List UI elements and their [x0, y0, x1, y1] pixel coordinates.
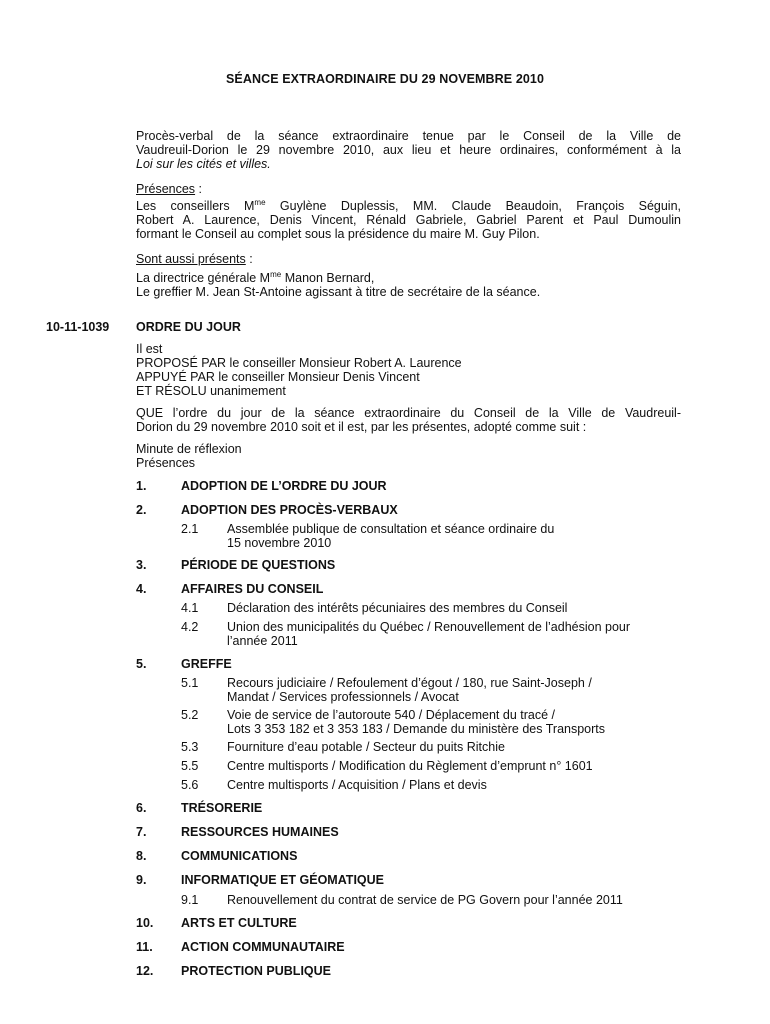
agenda-subitem-number: 5.3	[181, 740, 199, 754]
agenda-subitem-line: Union des municipalités du Québec / Renouvellement de l’adhésion pour	[227, 620, 631, 634]
agenda-item-title: COMMUNICATIONS	[181, 849, 298, 863]
pre-line: Minute de réflexion	[136, 442, 242, 456]
presences-colon: :	[195, 182, 203, 196]
agenda-subitem-line: Recours judiciaire / Refoulement d’égout / 180, rue Saint-Joseph /	[227, 676, 592, 690]
agenda-item-title: ADOPTION DES PROCÈS-VERBAUX	[181, 503, 398, 517]
agenda-subitem-number: 5.5	[181, 759, 199, 773]
pre-line: Présences	[136, 456, 196, 470]
aussi-line: Le greffier M. Jean St-Antoine agissant à titre de secrétaire de la séance.	[136, 285, 541, 299]
presences-paragraph	[136, 199, 681, 241]
agenda-item-title: RESSOURCES HUMAINES	[181, 825, 339, 839]
aussi-colon: :	[245, 252, 253, 266]
resolution-number: 10-11-1039	[46, 320, 110, 334]
agenda-item-title: ADOPTION DE L’ORDRE DU JOUR	[181, 479, 387, 493]
aussi-sup: me	[270, 270, 282, 279]
agenda-subitem-line: 15 novembre 2010	[227, 536, 332, 550]
agenda-subitem-line: Assemblée publique de consultation et séance ordinaire du	[227, 522, 555, 536]
aussi-paragraph	[136, 271, 681, 299]
resolution-motion	[136, 342, 681, 398]
presences-label: Présences	[136, 182, 196, 196]
aussi-text: La directrice générale M	[136, 271, 271, 285]
agenda-subitem-text	[227, 740, 687, 754]
agenda-item-title: ACTION COMMUNAUTAIRE	[181, 940, 345, 954]
agenda-subitem-number: 5.2	[181, 708, 199, 722]
agenda-item-title: TRÉSORERIE	[181, 801, 263, 815]
agenda-item-number: 4.	[136, 582, 147, 596]
presences-line: formant le Conseil au complet sous la présidence du maire M. Guy Pilon.	[136, 227, 540, 241]
agenda-item-number: 8.	[136, 849, 147, 863]
agenda-subitem-number: 4.2	[181, 620, 199, 634]
agenda-subitem-number: 9.1	[181, 893, 199, 907]
agenda-subitem-line: Fourniture d’eau potable / Secteur du puits Ritchie	[227, 740, 505, 754]
agenda-item-title: PROTECTION PUBLIQUE	[181, 964, 332, 978]
presences-line: Robert A. Laurence, Denis Vincent, Rénald Gabriele, Gabriel Parent et Paul Dumoulin	[136, 213, 681, 227]
aussi-heading	[136, 252, 681, 266]
agenda-item-number: 6.	[136, 801, 147, 815]
agenda-subitem-number: 4.1	[181, 601, 199, 615]
agenda-item-number: 5.	[136, 657, 147, 671]
presences-text: Les conseillers M	[136, 199, 255, 213]
agenda-subitem-text	[227, 778, 687, 792]
presences-sup: me	[254, 198, 266, 207]
agenda-subitem-number: 5.6	[181, 778, 199, 792]
presences-text: Guylène Duplessis, MM. Claude Beaudoin, François Séguin,	[265, 199, 681, 213]
agenda-subitem-text	[227, 522, 687, 550]
agenda-subitem-text	[227, 759, 687, 773]
aussi-line	[136, 271, 681, 285]
motion-line: Il est	[136, 342, 163, 356]
agenda-subitem-line: Déclaration des intérêts pécuniaires des membres du Conseil	[227, 601, 568, 615]
agenda-subitem-text	[227, 601, 687, 615]
agenda-subitem-line: Voie de service de l’autoroute 540 / Déplacement du tracé /	[227, 708, 555, 722]
law-reference: Loi sur les cités et villes.	[136, 157, 271, 171]
intro-line: Procès-verbal de la séance extraordinaire tenue par le Conseil de la Ville de	[136, 129, 681, 143]
agenda-item-number: 7.	[136, 825, 147, 839]
agenda-item-title: GREFFE	[181, 657, 232, 671]
presences-heading	[136, 182, 681, 196]
agenda-item-number: 1.	[136, 479, 147, 493]
agenda-item-number: 11.	[136, 940, 153, 954]
agenda-subitem-line: Mandat / Services professionnels / Avocat	[227, 690, 459, 704]
agenda-subitem-text	[227, 676, 687, 704]
agenda-subitem-number: 2.1	[181, 522, 199, 536]
motion-line: ET RÉSOLU unanimement	[136, 384, 286, 398]
agenda-subitem-line: Centre multisports / Modification du Règlement d’emprunt n° 1601	[227, 759, 593, 773]
agenda-subitem-line: l’année 2011	[227, 634, 298, 648]
agenda-item-title: AFFAIRES DU CONSEIL	[181, 582, 324, 596]
agenda-subitem-text	[227, 620, 687, 648]
agenda-subitem-line: Centre multisports / Acquisition / Plans et devis	[227, 778, 487, 792]
intro-paragraph	[136, 129, 681, 171]
agenda-item-title: ARTS ET CULTURE	[181, 916, 297, 930]
que-line: Dorion du 29 novembre 2010 soit et il est, par les présentes, adopté comme suit :	[136, 420, 587, 434]
resolution-que	[136, 406, 681, 434]
agenda-subitem-text	[227, 708, 687, 736]
aussi-label: Sont aussi présents	[136, 252, 246, 266]
document-title: SÉANCE EXTRAORDINAIRE DU 29 NOVEMBRE 2010	[225, 72, 545, 86]
motion-line: PROPOSÉ PAR le conseiller Monsieur Robert A. Laurence	[136, 356, 462, 370]
aussi-text: Manon Bernard,	[281, 271, 375, 285]
agenda-subitem-line: Renouvellement du contrat de service de PG Govern pour l’année 2011	[227, 893, 623, 907]
agenda-item-number: 2.	[136, 503, 147, 517]
agenda-item-number: 12.	[136, 964, 154, 978]
agenda-item-title: PÉRIODE DE QUESTIONS	[181, 558, 336, 572]
resolution-pre	[136, 442, 681, 470]
agenda-item-title: INFORMATIQUE ET GÉOMATIQUE	[181, 873, 385, 887]
intro-line: Vaudreuil-Dorion le 29 novembre 2010, aux lieu et heure ordinaires, conformément à la	[136, 143, 681, 157]
resolution-heading: ORDRE DU JOUR	[136, 320, 241, 334]
motion-line: APPUYÉ PAR le conseiller Monsieur Denis Vincent	[136, 370, 420, 384]
agenda-item-number: 3.	[136, 558, 147, 572]
presences-line	[136, 199, 681, 213]
agenda-subitem-line: Lots 3 353 182 et 3 353 183 / Demande du ministère des Transports	[227, 722, 606, 736]
agenda-subitem-number: 5.1	[181, 676, 199, 690]
agenda-item-number: 10.	[136, 916, 154, 930]
agenda-subitem-text	[227, 893, 687, 907]
que-line: QUE l’ordre du jour de la séance extraordinaire du Conseil de la Ville de Vaudreuil-	[136, 406, 681, 420]
agenda-item-number: 9.	[136, 873, 147, 887]
